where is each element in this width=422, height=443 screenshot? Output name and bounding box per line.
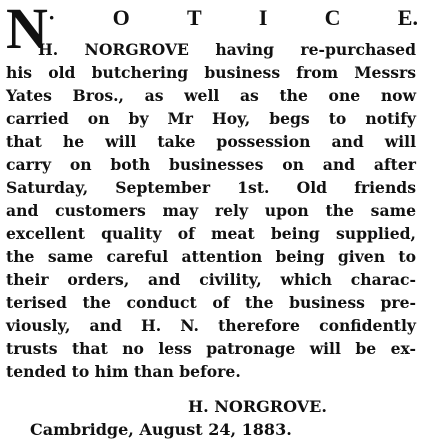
- body-line: terised the conduct of the business pre-: [6, 293, 416, 312]
- heading-letter: I: [258, 5, 268, 30]
- body-line: and customers may rely upon the same: [6, 201, 416, 220]
- body-line: Yates Bros., as well as the one now: [6, 86, 416, 105]
- body-line: tended to him than before.: [6, 362, 241, 381]
- heading-initial: N: [6, 0, 48, 61]
- body-line: carry on both businesses on and after: [6, 155, 416, 174]
- signature: H. NORGROVE.: [188, 397, 327, 416]
- body-line: Saturday, September 1st. Old friends: [6, 178, 416, 197]
- body-line: H. NORGROVE having re-purchased: [38, 40, 416, 59]
- heading-letter: ·: [48, 5, 56, 30]
- dateline: Cambridge, August 24, 1883.: [30, 420, 292, 439]
- body-line: their orders, and civility, which charac-: [6, 270, 416, 289]
- heading-letter: C: [324, 5, 341, 30]
- body-line: the same careful attention being given to: [6, 247, 416, 266]
- body-line: viously, and H. N. therefore confidently: [6, 316, 416, 335]
- heading-letters: [48, 6, 418, 30]
- body-line: carried on by Mr Hoy, begs to notify: [6, 109, 416, 128]
- heading-letter: E.: [397, 5, 418, 30]
- notice-body: [0, 38, 418, 383]
- body-line: excellent quality of meat being supplied,: [6, 224, 416, 243]
- heading-letter: T: [186, 5, 202, 30]
- body-line: trusts that no less patronage will be ex-: [6, 339, 416, 358]
- body-line: that he will take possession and will: [6, 132, 416, 151]
- body-line: his old butchering business from Messrs: [6, 63, 416, 82]
- heading-letter: O: [112, 5, 130, 30]
